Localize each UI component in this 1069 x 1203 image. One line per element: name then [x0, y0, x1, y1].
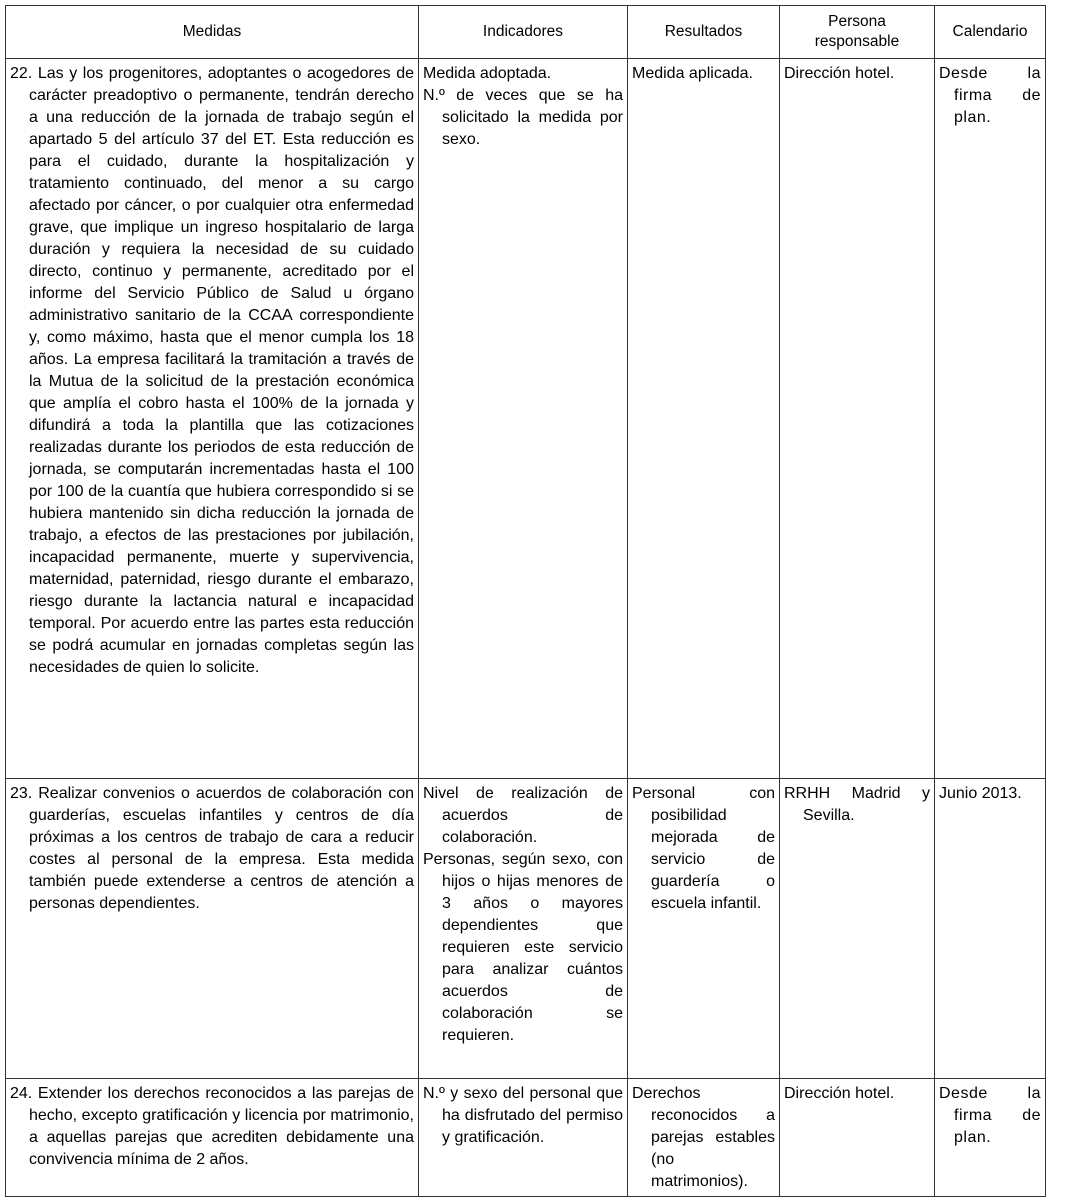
cell-calendario — [935, 1079, 1046, 1197]
indicador-text: Personas, según sexo, con hijos o hijas menores de 3 años o mayores dependientes que requieren este servicio para analizar cuántos acuerdos de colaboración se requieren. — [423, 851, 623, 1044]
medida-text: 24. Extender los derechos reconocidos a las parejas de hecho, excepto gratificación y licencia por matrimonio, a aquellas parejas que acrediten debidamente una convivencia mínima de 2 años. — [10, 1085, 414, 1168]
header-resultados: Resultados — [628, 6, 780, 59]
header-calendario: Calendario — [935, 6, 1046, 59]
medida-text: 23. Realizar convenios o acuerdos de colaboración con guarderías, escuelas infantiles y centros de día próximas a los centros de trabajo de cara a reducir costes al personal de la empresa. Esta medida también puede extenderse a centros de atención a personas dependientes. — [10, 785, 414, 912]
cell-medida — [6, 1079, 419, 1197]
persona-text: Dirección hotel. — [784, 1085, 895, 1102]
table-row — [6, 1079, 1046, 1197]
medida-text: 22. Las y los progenitores, adoptantes o acogedores de carácter preadoptivo o permanente, tendrán derecho a una reducción de la jornada de trabajo según el apartado 5 del artículo 37 del ET. Esta reducción es para el cuidado, durante la hospitalización y tratamiento continuado, del menor a su cargo afectado por cáncer, o por cualquier otra enfermedad grave, que implique un ingreso hospitalario de larga duración y requiera la necesidad de su cuidado directo, continuo y permanente, acreditado por el informe del Servicio Público de Salud u órgano administrativo sanitario de la CCAA correspondiente y, como máximo, hasta que el menor cumpla los 18 años. La empresa facilitará la tramitación a través de la Mutua de la solicitud de la prestación económica que amplía el cobro hasta el 100% de la jornada y difundirá a toda la plantilla que las cotizaciones realizadas durante los periodos de esta reducción de jornada, se computarán incrementadas hasta el 100 por 100 de la cuantía que hubiera correspondido si se hubiera mantenido sin dicha reducción la jornada de trabajo, a efectos de las prestaciones por jubilación, incapacidad permanente, muerte y supervivencia, maternidad, paternidad, riesgo durante el embarazo, riesgo durante la lactancia natural e incapacidad temporal. Por acuerdo entre las partes esta reducción se podrá acumular en jornadas completas según las necesidades de quien lo solicite. — [10, 65, 414, 676]
table-header-row — [6, 6, 1046, 59]
resultado-text: Personal con posibilidad mejorada de servicio de guardería o escuela infantil. — [632, 785, 775, 912]
header-persona-responsable — [780, 6, 935, 59]
persona-text: RRHH Madrid y Sevilla. — [784, 785, 930, 824]
cell-persona — [780, 779, 935, 1079]
calendario-text: Junio 2013. — [939, 785, 1022, 802]
measures-table — [5, 5, 1046, 1197]
cell-persona — [780, 59, 935, 779]
calendario-text: Desde la firma de plan. — [939, 1085, 1041, 1146]
cell-indicadores — [419, 59, 628, 779]
calendario-text: Desde la firma de plan. — [939, 65, 1041, 126]
cell-indicadores — [419, 1079, 628, 1197]
cell-calendario — [935, 59, 1046, 779]
table-row — [6, 779, 1046, 1079]
header-persona-label: Persona responsable — [814, 13, 900, 50]
cell-resultados — [628, 779, 780, 1079]
header-indicadores: Indicadores — [419, 6, 628, 59]
table-row — [6, 59, 1046, 779]
indicador-text: N.º y sexo del personal que ha disfrutado del permiso y gratificación. — [423, 1085, 623, 1146]
cell-calendario — [935, 779, 1046, 1079]
header-medidas: Medidas — [6, 6, 419, 59]
cell-medida — [6, 59, 419, 779]
cell-persona — [780, 1079, 935, 1197]
cell-resultados — [628, 59, 780, 779]
indicador-text: Medida adoptada. — [423, 65, 552, 82]
cell-medida — [6, 779, 419, 1079]
resultado-text: Derechos reconocidos a parejas estables (no matrimonios). — [632, 1085, 775, 1190]
indicador-text: Nivel de realización de acuerdos de colaboración. — [423, 785, 623, 846]
cell-indicadores — [419, 779, 628, 1079]
resultado-text: Medida aplicada. — [632, 65, 753, 82]
cell-resultados — [628, 1079, 780, 1197]
indicador-text: N.º de veces que se ha solicitado la medida por sexo. — [423, 87, 623, 148]
persona-text: Dirección hotel. — [784, 65, 895, 82]
